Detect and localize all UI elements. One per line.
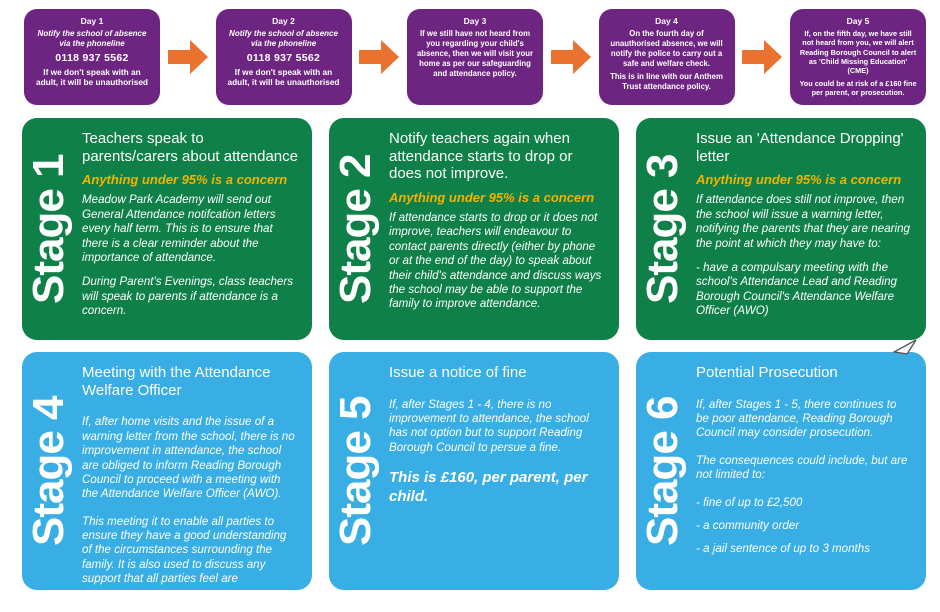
cursor-icon <box>893 338 919 356</box>
stage-4-card <box>22 352 312 600</box>
day-box-4 <box>599 9 735 105</box>
stage-6-vertical-label: Stage 6 <box>638 396 687 546</box>
stage-row-green <box>22 118 926 340</box>
stage-6-content <box>694 352 926 590</box>
arrow-right-icon <box>166 38 210 76</box>
stage-row-blue <box>22 352 926 600</box>
stage-1-vertical-label: Stage 1 <box>24 154 73 304</box>
day-box-2 <box>216 9 352 105</box>
stage-body <box>389 398 605 456</box>
stage-4-content <box>80 352 312 600</box>
day-box-5 <box>790 9 926 105</box>
day-body-text: If we still have not heard from you regarding your child's absence, then we will visit your home as per our safeguarding and attendance policy. <box>416 29 534 78</box>
consequence-list <box>696 496 912 557</box>
stage-3-content <box>694 118 926 340</box>
concern-note: Anything under 95% is a concern <box>696 172 902 188</box>
stage-body <box>82 193 298 318</box>
stage-title: Issue an 'Attendance Dropping' letter <box>696 130 904 165</box>
body-paragraph: If, after Stages 1 - 4, there is no improvement to attendance, the school has not option but to support Reading Borough Council to persue a fine. <box>389 397 589 454</box>
day-warning-text: If we don't speak with an adult, it will be unauthorised <box>227 67 340 88</box>
stage-5-vertical-label: Stage 5 <box>331 396 380 546</box>
stage-3-vertical-label: Stage 3 <box>638 154 687 304</box>
arrow-right-icon <box>549 38 593 76</box>
day-title: Day 4 <box>655 16 678 26</box>
day-body-text-2: This is in line with our Anthem Trust attendance policy. <box>610 71 723 91</box>
body-paragraph: If, after home visits and the issue of a warning letter from the school, there is no improvement in attendance, the school are obliged to inform Reading Borough Council to proceed with a meeting with the Attendance Welfare Officer (AWO). <box>82 415 295 501</box>
stage-2-card <box>329 118 619 340</box>
body-paragraph: The consequences could include, but are not limited to: <box>696 453 908 482</box>
stage-body <box>696 398 912 483</box>
day-title: Day 3 <box>463 16 487 26</box>
stage-2-vertical-label: Stage 2 <box>331 154 380 304</box>
body-paragraph: This meeting it to enable all parties to ensure they have a good understanding of the circumstances surrounding the family. It is also used to discuss any support that all parties feel are neccessary. <box>82 514 287 600</box>
phone-number: 0118 937 5562 <box>246 52 321 64</box>
day-notify-text: Notify the school of absence via the phoneline <box>229 29 338 48</box>
concern-note: Anything under 95% is a concern <box>389 190 595 206</box>
stage-title: Meeting with the Attendance Welfare Officer <box>82 364 271 399</box>
fine-amount-note: This is £160, per parent, per child. <box>389 469 588 505</box>
stage-body <box>389 211 605 312</box>
day-body-text: If, on the fifth day, we have still not heard from you, we will alert Reading Borough Council to alert as 'Child Missing Education' (CME) <box>799 29 917 76</box>
stage-5-content <box>387 352 619 590</box>
arrow-right-icon <box>740 38 784 76</box>
body-paragraph: If, after Stages 1 - 5, there continues to be poor attendance, Reading Borough Council may consider prosecution. <box>696 397 897 440</box>
body-paragraph: - have a compulsary meeting with the school's Attendance Lead and Reading Borough Council's Attendance Welfare Officer (AWO) <box>696 260 897 317</box>
day-title: Day 1 <box>80 16 104 26</box>
phone-number: 0118 937 5562 <box>55 52 129 64</box>
body-paragraph: If attendance starts to drop or it does not improve, teachers will endeavour to contact parents directly (either by phone or at the end of the day) to speak about their child's attendance and discuss ways the school may be able to support the family to improve attendance. <box>389 211 602 311</box>
stage-3-card <box>636 118 926 340</box>
stage-5-card <box>329 352 619 590</box>
body-paragraph: - fine of up to £2,500 <box>696 495 803 509</box>
stage-body <box>82 415 298 601</box>
stage-4-vertical-label: Stage 4 <box>24 396 73 546</box>
day-warning-text: You could be at risk of a £160 fine per parent, or prosecution. <box>799 78 917 97</box>
stage-1-card <box>22 118 312 340</box>
stage-body <box>696 193 912 318</box>
concern-note: Anything under 95% is a concern <box>82 172 288 188</box>
arrow-right-icon <box>357 38 401 76</box>
stage-title: Issue a notice of fine <box>389 364 527 381</box>
stage-1-content <box>80 118 312 340</box>
day-title: Day 2 <box>272 16 295 26</box>
body-paragraph: - a community order <box>696 518 800 532</box>
stage-title: Notify teachers again when attendance starts to drop or does not improve. <box>389 130 573 183</box>
day-box-3 <box>407 9 543 105</box>
stage-title: Potential Prosecution <box>696 364 838 381</box>
day-body-text: On the fourth day of unauthorised absence, we will notify the police to carry out a safe and welfare check. <box>610 29 723 68</box>
day-notify-text: Notify the school of absence via the phoneline <box>37 29 147 48</box>
body-paragraph: Meadow Park Academy will send out General Attendance notifcation letters every half term. This is to ensure that there is a clear reminder about the importance of attendance. <box>82 193 276 264</box>
stage-title: Teachers speak to parents/carers about attendance <box>82 130 298 165</box>
stage-2-content <box>387 118 619 340</box>
body-paragraph: - a jail sentence of up to 3 months <box>696 542 871 556</box>
body-paragraph: If attendance does still not improve, then the school will issue a warning letter, notifying the parents that they are nearing the point at which they may have to: <box>696 193 910 250</box>
stage-6-card <box>636 352 926 590</box>
day-warning-text: If we don't speak with an adult, it will be unauthorised <box>35 67 148 88</box>
day-title: Day 5 <box>846 16 870 26</box>
body-paragraph: During Parent's Evenings, class teachers will speak to parents if attendance is a concern. <box>82 275 294 317</box>
day-row <box>24 8 926 106</box>
day-box-1 <box>24 9 160 105</box>
